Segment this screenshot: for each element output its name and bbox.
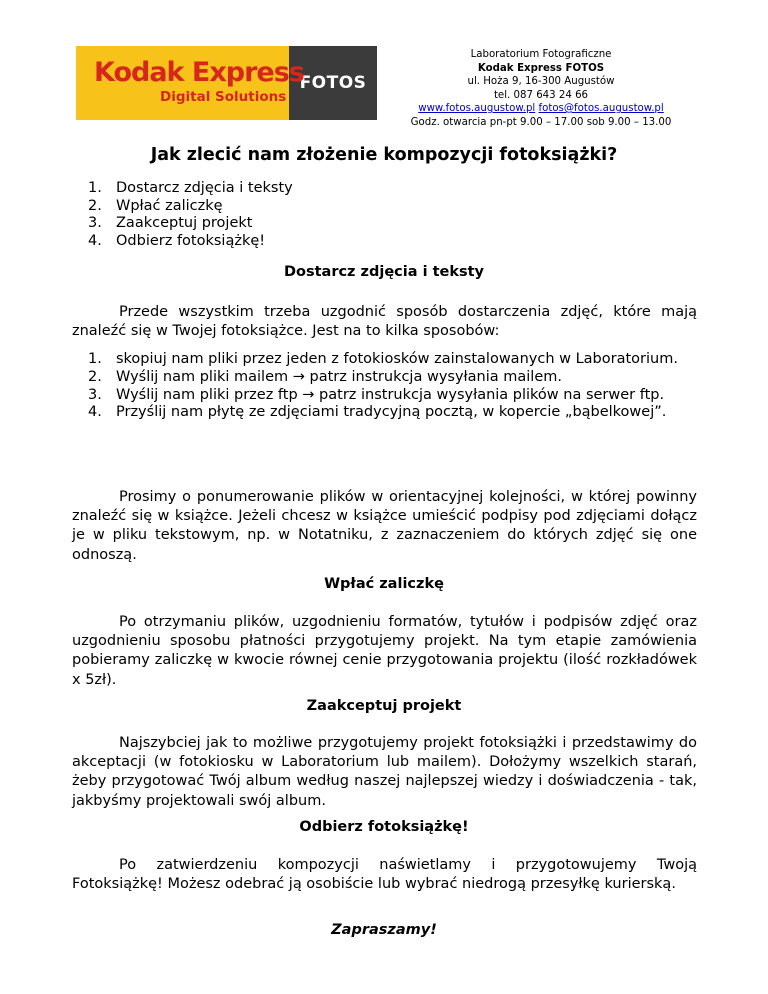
page-title: Jak zlecić nam złożenie kompozycji fotoksiążki? <box>150 145 618 165</box>
kodak-express-logo <box>76 46 377 120</box>
list-number: 3. <box>88 215 102 232</box>
list-number: 1. <box>88 351 102 367</box>
logo-tagline: Digital Solutions <box>160 89 287 105</box>
section4-body: Po zatwierdzeniu kompozycji naświetlamy i przygotowujemy Twoją Fotoksiążkę! Możesz odebrać ją osobiście lub wybrać niedrogą przesyłkę kurierską. <box>72 857 697 893</box>
list-number: 4. <box>88 232 102 249</box>
website-link[interactable]: www.fotos.augustow.pl <box>418 103 536 114</box>
list-number: 1. <box>88 180 102 196</box>
email-link[interactable]: fotos@fotos.augustow.pl <box>538 103 664 114</box>
list-text: Zaakceptuj projekt <box>116 215 253 232</box>
list-number: 2. <box>88 197 102 214</box>
section-heading: Wpłać zaliczkę <box>324 576 444 592</box>
list-number: 3. <box>88 386 102 403</box>
list-item <box>88 369 697 387</box>
section3-body: Najszybciej jak to możliwe przygotujemy projekt fotoksiążki i przedstawimy do akceptacji (w fotokiosku w Laboratorium lub mailem). Dołożymy wszelkich starań, żeby przygotować Twój album według naszej najlepszej wiedzy i doświadczenia - tak, jakbyśmy projektowali swój album. <box>72 735 697 809</box>
list-text: Odbierz fotoksiążkę! <box>116 232 266 249</box>
list-text: Wyślij nam pliki mailem → patrz instrukcja wysyłania mailem. <box>116 368 562 385</box>
list-number: 2. <box>88 368 102 385</box>
section1-note: Prosimy o ponumerowanie plików w orientacyjnej kolejności, w której powinny znaleźć się w książce. Jeżeli chcesz w książce umieścić podpisy pod zdjęciami dołącz je w pliku tekstowym, np. w Notatniku, z zaznaczeniem do których zdjęć się one odnoszą. <box>72 489 697 563</box>
list-item <box>88 198 293 216</box>
logo-brand-panel <box>76 46 304 120</box>
section-heading: Dostarcz zdjęcia i teksty <box>283 264 485 280</box>
section-heading: Odbierz fotoksiążkę! <box>299 819 469 835</box>
opening-hours: Godz. otwarcia pn-pt 9.00 – 17.00 sob 9.00 – 13.00 <box>410 116 672 128</box>
steps-list <box>88 180 293 250</box>
closing-text: Zapraszamy! <box>331 922 437 938</box>
list-item <box>88 351 697 369</box>
logo-brand-text: Kodak Express <box>94 57 304 88</box>
list-text: skopiuj nam pliki przez jeden z fotokiosków zainstalowanych w Laboratorium. <box>116 351 678 367</box>
list-text: Wpłać zaliczkę <box>116 197 223 214</box>
store-name: Kodak Express FOTOS <box>477 62 605 74</box>
list-item <box>88 404 697 422</box>
list-item <box>88 387 697 405</box>
contact-block <box>386 48 696 129</box>
section-heading: Zaakceptuj projekt <box>306 698 462 714</box>
list-text: Przyślij nam płytę ze zdjęciami tradycyjną pocztą, w kopercie „bąbelkowej”. <box>116 404 667 421</box>
phone: tel. 087 643 24 66 <box>493 89 589 101</box>
list-number: 4. <box>88 404 102 421</box>
delivery-methods-list <box>88 351 697 422</box>
list-text: Wyślij nam pliki przez ftp → patrz instrukcja wysyłania plików na serwer ftp. <box>116 386 665 403</box>
lab-name: Laboratorium Fotograficzne <box>470 49 612 60</box>
list-item <box>88 233 293 251</box>
web-links <box>386 102 696 116</box>
list-item <box>88 215 293 233</box>
address: ul. Hoża 9, 16-300 Augustów <box>467 76 615 87</box>
list-text: Dostarcz zdjęcia i teksty <box>116 180 293 196</box>
section1-intro: Przede wszystkim trzeba uzgodnić sposób dostarczenia zdjęć, które mają znaleźć się w Twojej fotoksiążce. Jest na to kilka sposobów: <box>72 304 697 340</box>
section2-body: Po otrzymaniu plików, uzgodnieniu formatów, tytułów i podpisów zdjęć oraz uzgodnieniu sposobu płatności przygotujemy projekt. Na tym etapie zamówienia pobieramy zaliczkę w kwocie równej cenie przygotowania projektu (ilość rozkładówek x 5zł). <box>72 614 697 688</box>
list-item <box>88 180 293 198</box>
logo-store-name: FOTOS <box>289 46 377 120</box>
